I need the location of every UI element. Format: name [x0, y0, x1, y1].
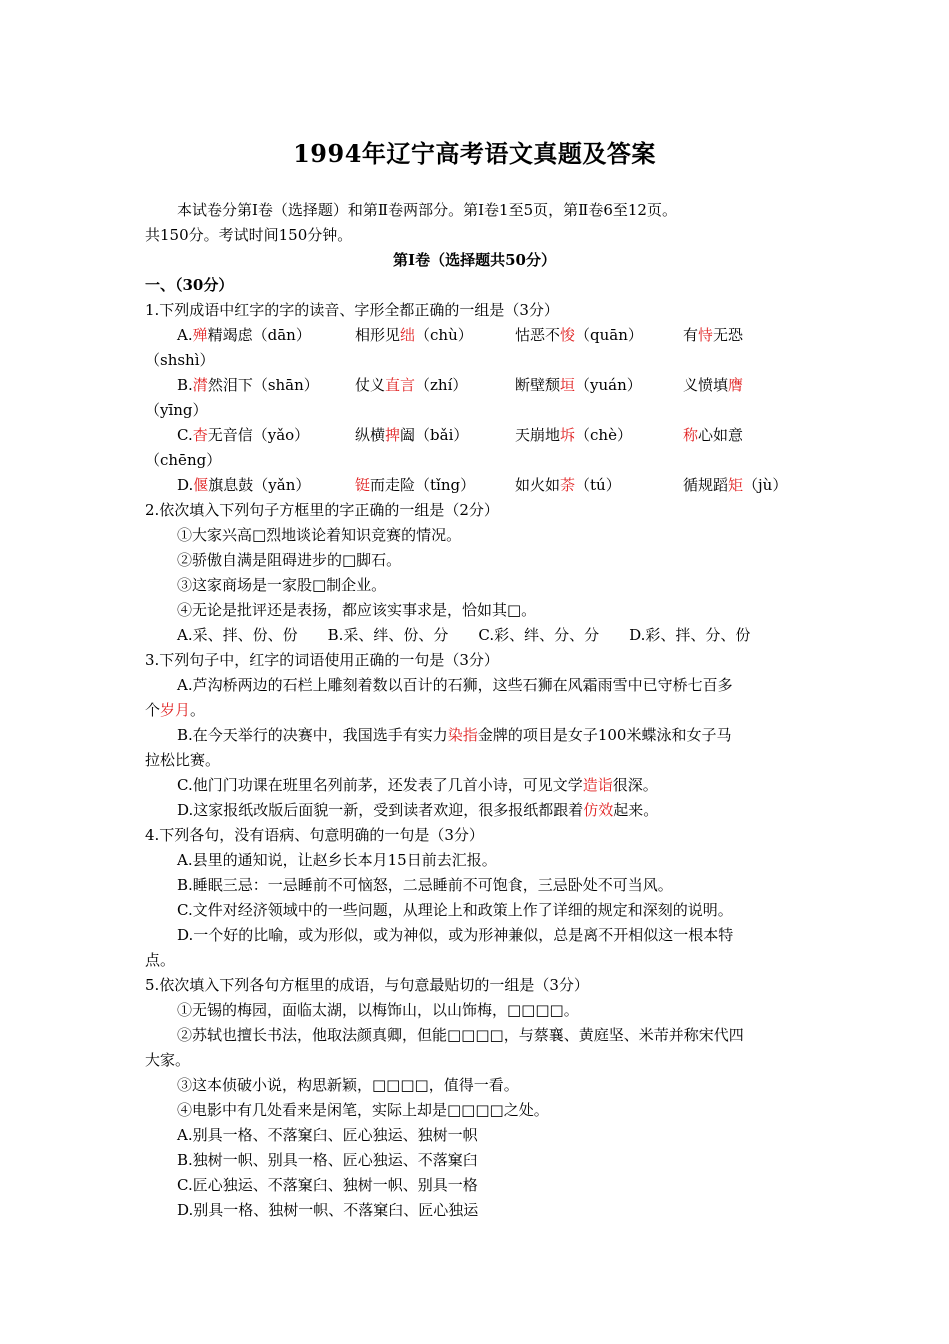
q1-option-a: [0, 323, 949, 348]
q1-option-c: [0, 423, 949, 448]
part-heading: 一、（30分）: [145, 276, 234, 294]
q4-option-b: B.睡眠三忌：一忌睡前不可恼怒，二忌睡前不可饱食，三忌卧处不可当风。: [177, 876, 673, 894]
q1-c-item-4: 称心如意: [683, 426, 744, 444]
q2-options: A.采、拌、份、份 B.采、绊、份、分 C.彩、绊、分、分 D.彩、拌、分、份: [177, 626, 751, 644]
q5-sentence-4: ④电影中有几处看来是闲笔，实际上却是□□□□之处。: [177, 1101, 549, 1119]
q1-stem: 1.下列成语中红字的字的读音、字形全都正确的一组是（3分）: [145, 301, 559, 319]
q1-a-item-1: A.殚精竭虑（dān）: [177, 326, 311, 344]
q5-option-d: D.别具一格、独树一帜、不落窠臼、匠心独运: [177, 1201, 479, 1219]
q3-option-a-line-2: 个岁月。: [145, 701, 206, 719]
q5-sentence-1: ①无锡的梅园，面临太湖，以梅饰山，以山饰梅，□□□□。: [177, 1001, 579, 1019]
q5-sentence-3: ③这本侦破小说，构思新颖，□□□□，值得一看。: [177, 1076, 519, 1094]
q1-d-item-3: 如火如荼（tú）: [515, 476, 621, 494]
q3-option-a-line-1: A.芦沟桥两边的石栏上雕刻着数以百计的石狮，这些石狮在风霜雨雪中已守桥七百多: [177, 676, 733, 694]
q3-option-c: C.他门门功课在班里名列前茅，还发表了几首小诗，可见文学造诣很深。: [177, 776, 658, 794]
q5-option-c: C.匠心独运、不落窠臼、独树一帜、别具一格: [177, 1176, 478, 1194]
q1-c-wrap: （chēng）: [145, 451, 222, 469]
q2-sentence-2: ②骄傲自满是阻碍进步的□脚石。: [177, 551, 402, 569]
q4-option-d-line-2: 点。: [145, 951, 176, 969]
q5-sentence-2-line-2: 大家。: [145, 1051, 191, 1069]
q1-c-item-1: C.杳无音信（yǎo）: [177, 426, 310, 444]
q1-b-item-1: B.潸然泪下（shān）: [177, 376, 319, 394]
q1-a-item-3: 怙恶不悛（quān）: [515, 326, 643, 344]
q5-option-b: B.独树一帜、别具一格、匠心独运、不落窠臼: [177, 1151, 478, 1169]
q1-d-item-2: 铤而走险（tǐng）: [355, 476, 476, 494]
q1-d-item-4: 循规蹈矩（jù）: [683, 476, 788, 494]
q1-a-wrap: （shshì）: [145, 351, 215, 369]
q3-option-d: D.这家报纸改版后面貌一新，受到读者欢迎，很多报纸都跟着仿效起来。: [177, 801, 659, 819]
q1-b-item-2: 仗义直言（zhí）: [355, 376, 468, 394]
q3-option-b-line-1: B.在今天举行的决赛中，我国选手有实力染指金牌的项目是女子100米蝶泳和女子马: [177, 726, 732, 744]
q5-option-a: A.别具一格、不落窠臼、匠心独运、独树一帜: [177, 1126, 478, 1144]
q3-option-b-line-2: 拉松比赛。: [145, 751, 221, 769]
q1-option-d: [0, 473, 949, 498]
q1-a-item-4: 有恃无恐: [683, 326, 744, 344]
q1-b-item-4: 义愤填膺: [683, 376, 744, 394]
q2-sentence-3: ③这家商场是一家股□制企业。: [177, 576, 387, 594]
q1-b-wrap: （yīng）: [145, 401, 208, 419]
q1-c-item-2: 纵横捭阖（bǎi）: [355, 426, 469, 444]
q2-stem: 2.依次填入下列句子方框里的字正确的一组是（2分）: [145, 501, 499, 519]
q1-c-item-3: 天崩地坼（chè）: [515, 426, 632, 444]
q1-b-item-3: 断壁颓垣（yuán）: [515, 376, 642, 394]
q3-stem: 3.下列句子中，红字的词语使用正确的一句是（3分）: [145, 651, 499, 669]
q4-stem: 4.下列各句，没有语病、句意明确的一句是（3分）: [145, 826, 484, 844]
q4-option-a: A.县里的通知说，让赵乡长本月15日前去汇报。: [177, 851, 497, 869]
q4-option-c: C.文件对经济领域中的一些问题，从理论上和政策上作了详细的规定和深刻的说明。: [177, 901, 733, 919]
q1-option-b: [0, 373, 949, 398]
intro-line-2: 共150分。考试时间150分钟。: [145, 226, 353, 244]
q4-option-d-line-1: D.一个好的比喻，或为形似，或为神似，或为形神兼似，总是离不开相似这一根本特: [177, 926, 734, 944]
section-heading: 第Ⅰ卷（选择题共50分）: [393, 251, 556, 269]
q2-sentence-1: ①大家兴高□烈地谈论着知识竞赛的情况。: [177, 526, 462, 544]
intro-line-1: 本试卷分第Ⅰ卷（选择题）和第Ⅱ卷两部分。第Ⅰ卷1至5页，第Ⅱ卷6至12页。: [177, 201, 677, 219]
q2-sentence-4: ④无论是批评还是表扬，都应该实事求是，恰如其□。: [177, 601, 537, 619]
q5-stem: 5.依次填入下列各句方框里的成语，与句意最贴切的一组是（3分）: [145, 976, 589, 994]
q1-a-item-2: 相形见绌（chù）: [355, 326, 473, 344]
page-title: 1994年辽宁高考语文真题及答案: [293, 139, 656, 168]
q5-sentence-2-line-1: ②苏轼也擅长书法，他取法颜真卿，但能□□□□，与蔡襄、黄庭坚、米芾并称宋代四: [177, 1026, 744, 1044]
q1-d-item-1: D.偃旗息鼓（yǎn）: [177, 476, 311, 494]
